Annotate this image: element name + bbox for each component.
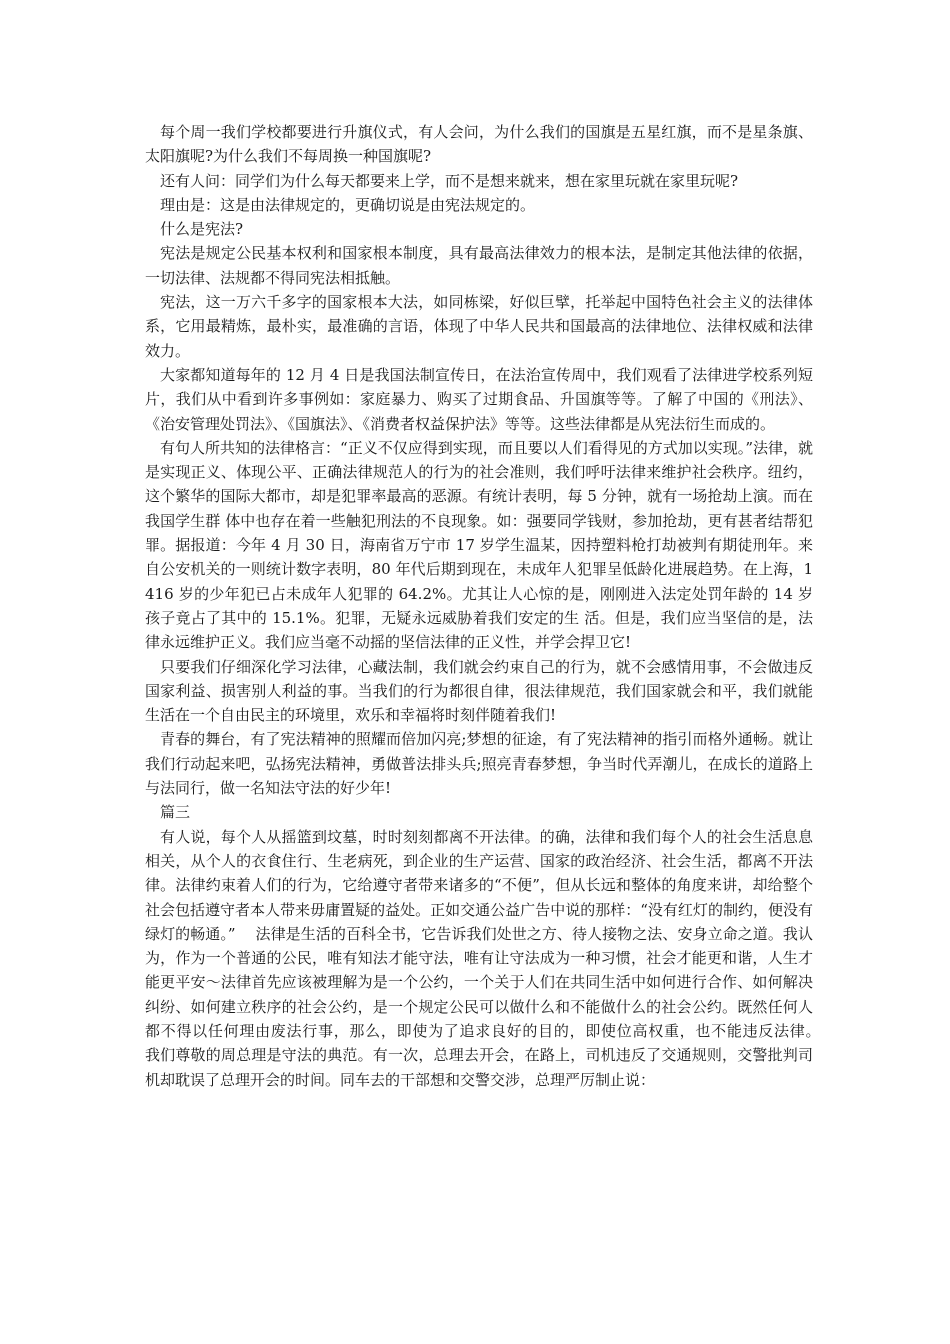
paragraph-what-is-constitution: 什么是宪法? <box>160 220 244 239</box>
paragraph-flag-ceremony: 每个周一我们学校都要进行升旗仪式，有人会问，为什么我们的国旗是五星红旗，而不是星条旗、太阳旗呢?为什么我们不每周换一种国旗呢? <box>145 123 813 166</box>
paragraph-study-law: 只要我们仔细深化学习法律，心藏法制，我们就会约束自己的行为，就不会感情用事，不会做违反国家利益、损害别人利益的事。当我们的行为都很自律，很法律规范，我们国家就会和平，我们就能生活在一个自由民主的环境里，欢乐和幸福将时刻伴随着我们! <box>145 657 813 725</box>
paragraph-constitution-pillar: 宪法，这一万六千多字的国家根本大法，如同栋梁，好似巨擘，托举起中国特色社会主义的法律体系，它用最精炼，最朴实，最准确的言语，体现了中华人民共和国最高的法律地位、法律权威和法律效力。 <box>145 293 813 360</box>
section-heading-part-three: 篇三 <box>160 803 191 822</box>
paragraph-legal-day: 大家都知道每年的 12 月 4 日是我国法制宣传日，在法治宣传周中，我们观看了法律进学校系列短片，我们从中看到许多事例如：家庭暴力、购买了过期食品、升国旗等等。了解了中国的《刑法》、《治安管理处罚法》、《国旗法》、《消费者权益保护法》等等。这些法律都是从宪法衍生而成的。 <box>145 365 813 433</box>
paragraph-youth-stage: 青春的舞台，有了宪法精神的照耀而倍加闪亮;梦想的征途，有了宪法精神的指引而格外通畅。就让我们行动起来吧，弘扬宪法精神，勇做普法排头兵;照亮青春梦想，争当时代弄潮儿，在成长的道路上与法同行，做一名知法守法的好少年! <box>145 730 813 798</box>
paragraph-school-question: 还有人问：同学们为什么每天都要来上学，而不是想来就来，想在家里玩就在家里玩呢? <box>160 171 739 190</box>
paragraph-constitution-definition: 宪法是规定公民基本权利和国家根本制度，具有最高法律效力的根本法，是制定其他法律的依据，一切法律、法规都不得同宪法相抵触。 <box>145 244 813 287</box>
paragraph-reason: 理由是：这是由法律规定的，更确切说是由宪法规定的。 <box>160 195 536 214</box>
paragraph-cradle-to-grave: 有人说，每个人从摇篮到坟墓，时时刻刻都离不开法律。的确，法律和我们每个人的社会生活息息相关，从个人的衣食住行、生老病死，到企业的生产运营、国家的政治经济、社会生活，都离不开法律。法律约束着人们的行为，它给遵守者带来诸多的“不便”，但从长远和整体的角度来讲，却给整个社会包括遵守者本人带来毋庸置疑的益处。正如交通公益广告中说的那样：“没有红灯的制约，便没有绿灯的畅通。” 法律是生活的百科全书，它告诉我们处世之方、待人接物之法、安身立命之道。我认为，作为一个普通的公民，唯有知法才能守法，唯有让守法成为一种习惯，社会才能更和谐，人生才能更平安～法律首先应该被理解为是一个公约，一个关于人们在共同生活中如何进行合作、如何解决纠纷、如何建立秩序的社会公约，是一个规定公民可以做什么和不能做什么的社会公约。既然任何人都不得以任何理由废法行事，那么，即使为了追求良好的目的，即使位高权重，也不能违反法律。 我们尊敬的周总理是守法的典范。有一次，总理去开会，在路上，司机违反了交通规则，交警批判司机却耽误了总理开会的时间。同车去的干部想和交警交涉，总理严厉制止说： <box>145 827 833 1089</box>
document-body <box>145 120 833 1092</box>
paragraph-justice-maxim: 有句人所共知的法律格言：“正义不仅应得到实现，而且要以人们看得见的方式加以实现。”法律，就是实现正义、体现公平、正确法律规范人的行为的社会准则，我们呼吁法律来维护社会秩序。纽约，这个繁华的国际大都市，却是犯罪率最高的恶源。有统计表明，每 5 分钟，就有一场抢劫上演。而在我国学生群 体中也存在着一些触犯刑法的不良现象。如：强要同学钱财，参加抢劫，更有甚者结帮犯罪。据报道：今年 4 月 30 日，海南省万宁市 17 岁学生温某，因持塑料枪打劫被判有期徒刑年。来自公安机关的一则统计数字表明，80 年代后期到现在，未成年人犯罪呈低龄化进展趋势。在上海，1416 岁的少年犯已占未成年人犯罪的 64.2%。尤其让人心惊的是，刚刚进入法定处罚年龄的 14 岁孩子竟占了其中的 15.1%。犯罪，无疑永远威胁着我们安定的生 活。但是，我们应当坚信的是，法律永远维护正义。我们应当毫不动摇的坚信法律的正义性，并学会捍卫它! <box>145 438 813 652</box>
